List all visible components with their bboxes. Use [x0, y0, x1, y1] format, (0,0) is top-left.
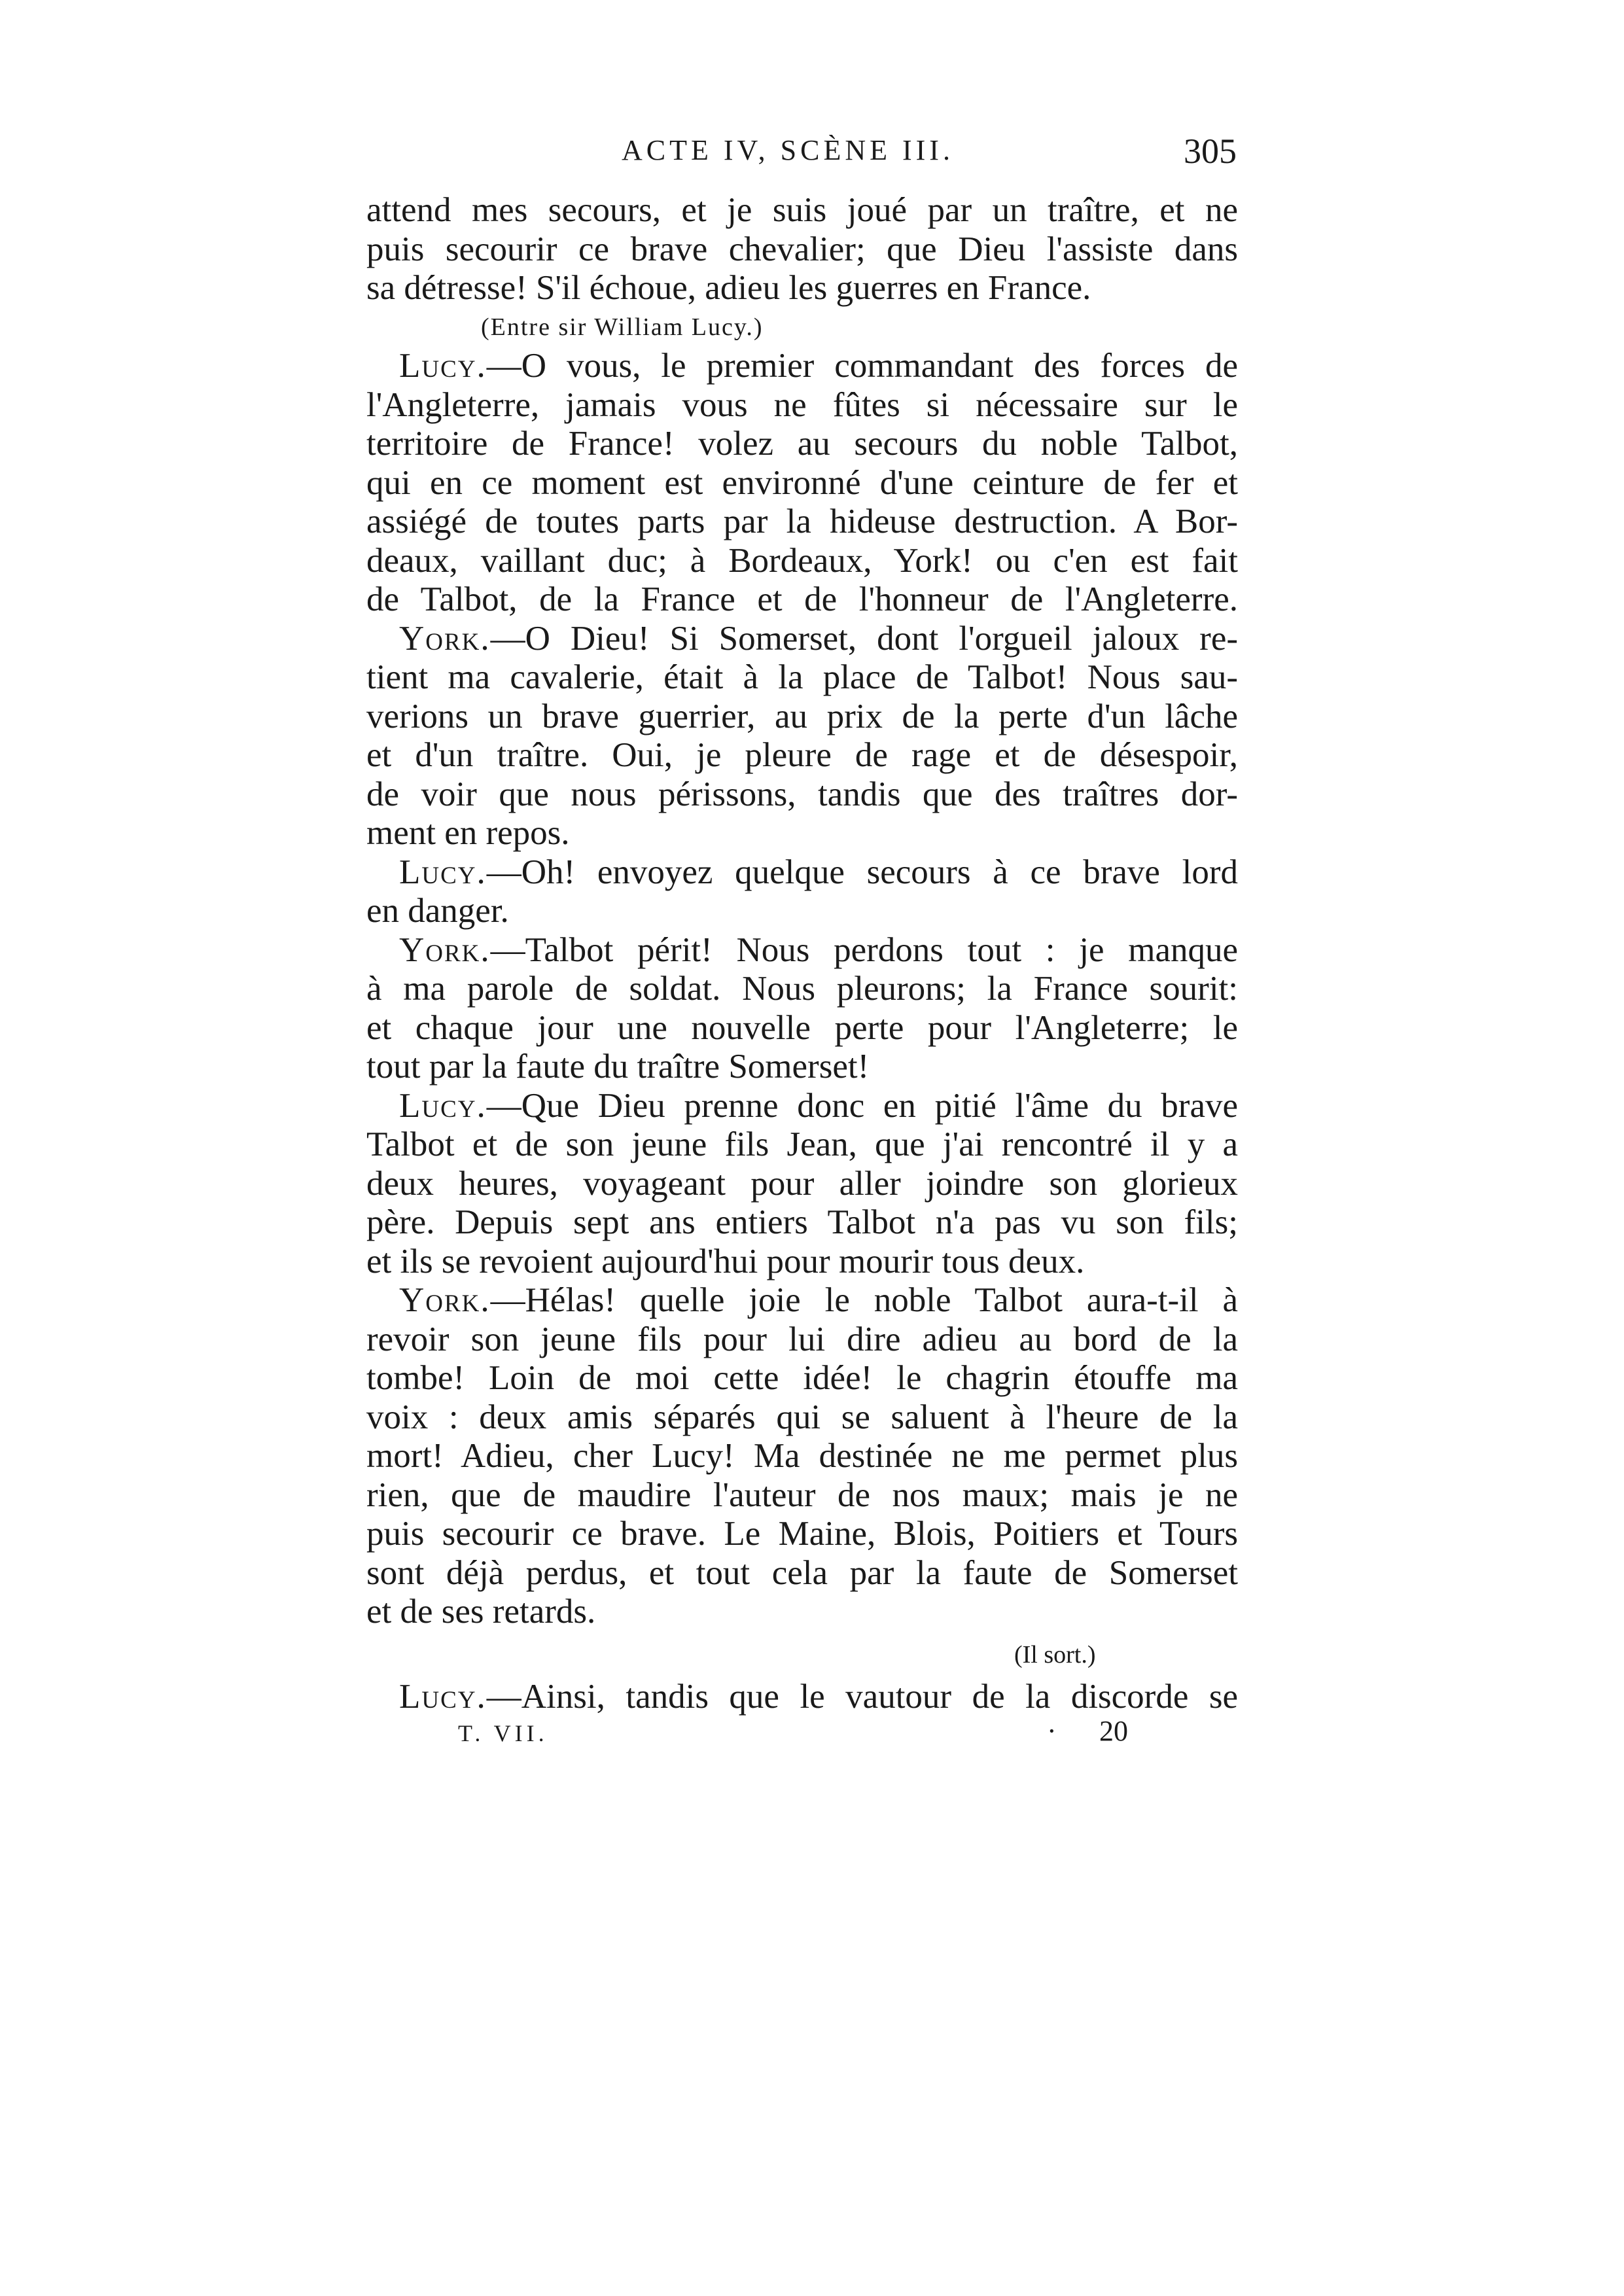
speaker-name: York.	[399, 930, 491, 969]
speech-first-line	[366, 1087, 1238, 1126]
speaker-name: York.	[399, 619, 491, 658]
stage-direction-exit: (Il sort.)	[1014, 1640, 1096, 1669]
text-line: puis secourir ce brave chevalier; que Dieu l'assiste dans	[366, 230, 1238, 268]
text-line: et ils se revoient aujourd'hui pour mourir tous deux.	[366, 1242, 1085, 1280]
speech-first-line	[366, 620, 1238, 659]
text-line: en danger.	[366, 892, 509, 930]
speaker-name: Lucy.	[399, 347, 487, 385]
page-header	[366, 131, 1243, 177]
text-line: Talbot et de son jeune fils Jean, que j'ai rencontré il y a	[366, 1125, 1238, 1163]
text-line: assiégé de toutes parts par la hideuse destruction. A Bor-	[366, 503, 1238, 540]
speech-first-line	[366, 853, 1238, 892]
text-line: territoire de France! volez au secours du noble Talbot,	[366, 425, 1238, 463]
speech-first-line	[366, 931, 1238, 970]
text-line: à ma parole de soldat. Nous pleurons; la France sourit:	[366, 970, 1238, 1008]
speech-text: —Oh! envoyez quelque secours à ce brave lord	[486, 853, 1238, 891]
running-head: ACTE IV, SCÈNE III.	[622, 134, 954, 166]
speech-text: —Que Dieu prenne donc en pitié l'âme du brave	[486, 1086, 1238, 1125]
text-line: sont déjà perdus, et tout cela par la faute de Somerset	[366, 1553, 1238, 1592]
text-line: deaux, vaillant duc; à Bordeaux, York! ou c'en est fait	[366, 541, 1238, 580]
footer-dot: ·	[1047, 1715, 1057, 1747]
text-line: père. Depuis sept ans entiers Talbot n'a pas vu son fils;	[366, 1203, 1238, 1241]
text-line: qui en ce moment est environné d'une ceinture de fer et	[366, 463, 1238, 502]
text-line: tout par la faute du traître Somerset!	[366, 1048, 870, 1086]
text-line: tombe! Loin de moi cette idée! le chagrin étouffe ma	[366, 1359, 1238, 1397]
speech-first-line	[366, 1678, 1238, 1717]
speaker-name: Lucy.	[399, 1086, 487, 1125]
speech-text: —Hélas! quelle joie le noble Talbot aura-t-il à	[490, 1281, 1238, 1319]
text-line: revoir son jeune fils pour lui dire adieu au bord de la	[366, 1320, 1238, 1358]
volume-mark: T. VII.	[458, 1720, 548, 1746]
speech-first-line	[366, 1281, 1238, 1320]
text-line: attend mes secours, et je suis joué par un traître, et ne	[366, 191, 1238, 229]
text-line: de Talbot, de la France et de l'honneur de l'Angleterre.	[366, 580, 1238, 618]
text-line: sa détresse! S'il échoue, adieu les guerres en France.	[366, 269, 1091, 307]
text-line: tient ma cavalerie, était à la place de Talbot! Nous sau-	[366, 658, 1238, 696]
page-footer	[366, 1714, 1243, 1754]
signature-mark: 20	[1099, 1715, 1128, 1747]
speaker-name: Lucy.	[399, 1677, 487, 1716]
text-line: et chaque jour une nouvelle perte pour l'Angleterre; le	[366, 1008, 1238, 1047]
text-line: et d'un traître. Oui, je pleure de rage et de désespoir,	[366, 736, 1238, 774]
text-line: voix : deux amis séparés qui se saluent à l'heure de la	[366, 1398, 1238, 1436]
text-line: deux heures, voyageant pour aller joindre son glorieux	[366, 1164, 1238, 1203]
speech-text: —O Dieu! Si Somerset, dont l'orgueil jaloux re-	[490, 619, 1238, 658]
stage-direction-enter: (Entre sir William Lucy.)	[481, 313, 764, 341]
text-line: puis secourir ce brave. Le Maine, Blois, Poitiers et Tours	[366, 1515, 1238, 1553]
text-line: mort! Adieu, cher Lucy! Ma destinée ne me permet plus	[366, 1437, 1238, 1475]
speech-text: —Talbot périt! Nous perdons tout : je manque	[490, 930, 1238, 969]
speech-text: —O vous, le premier commandant des forces de	[486, 347, 1238, 385]
text-line: et de ses retards.	[366, 1593, 596, 1631]
text-body	[366, 191, 1238, 1716]
text-line: verions un brave guerrier, au prix de la perte d'un lâche	[366, 697, 1238, 735]
text-line: de voir que nous périssons, tandis que des traîtres dor-	[366, 775, 1238, 813]
text-line: ment en repos.	[366, 814, 570, 852]
text-line: l'Angleterre, jamais vous ne fûtes si nécessaire sur le	[366, 385, 1238, 424]
speaker-name: York.	[399, 1281, 491, 1319]
page-number: 305	[1184, 132, 1237, 171]
speech-first-line	[366, 347, 1238, 386]
speech-text: —Ainsi, tandis que le vautour de la discorde se	[486, 1677, 1238, 1716]
text-line: rien, que de maudire l'auteur de nos maux; mais je ne	[366, 1475, 1238, 1514]
speaker-name: Lucy.	[399, 853, 487, 891]
